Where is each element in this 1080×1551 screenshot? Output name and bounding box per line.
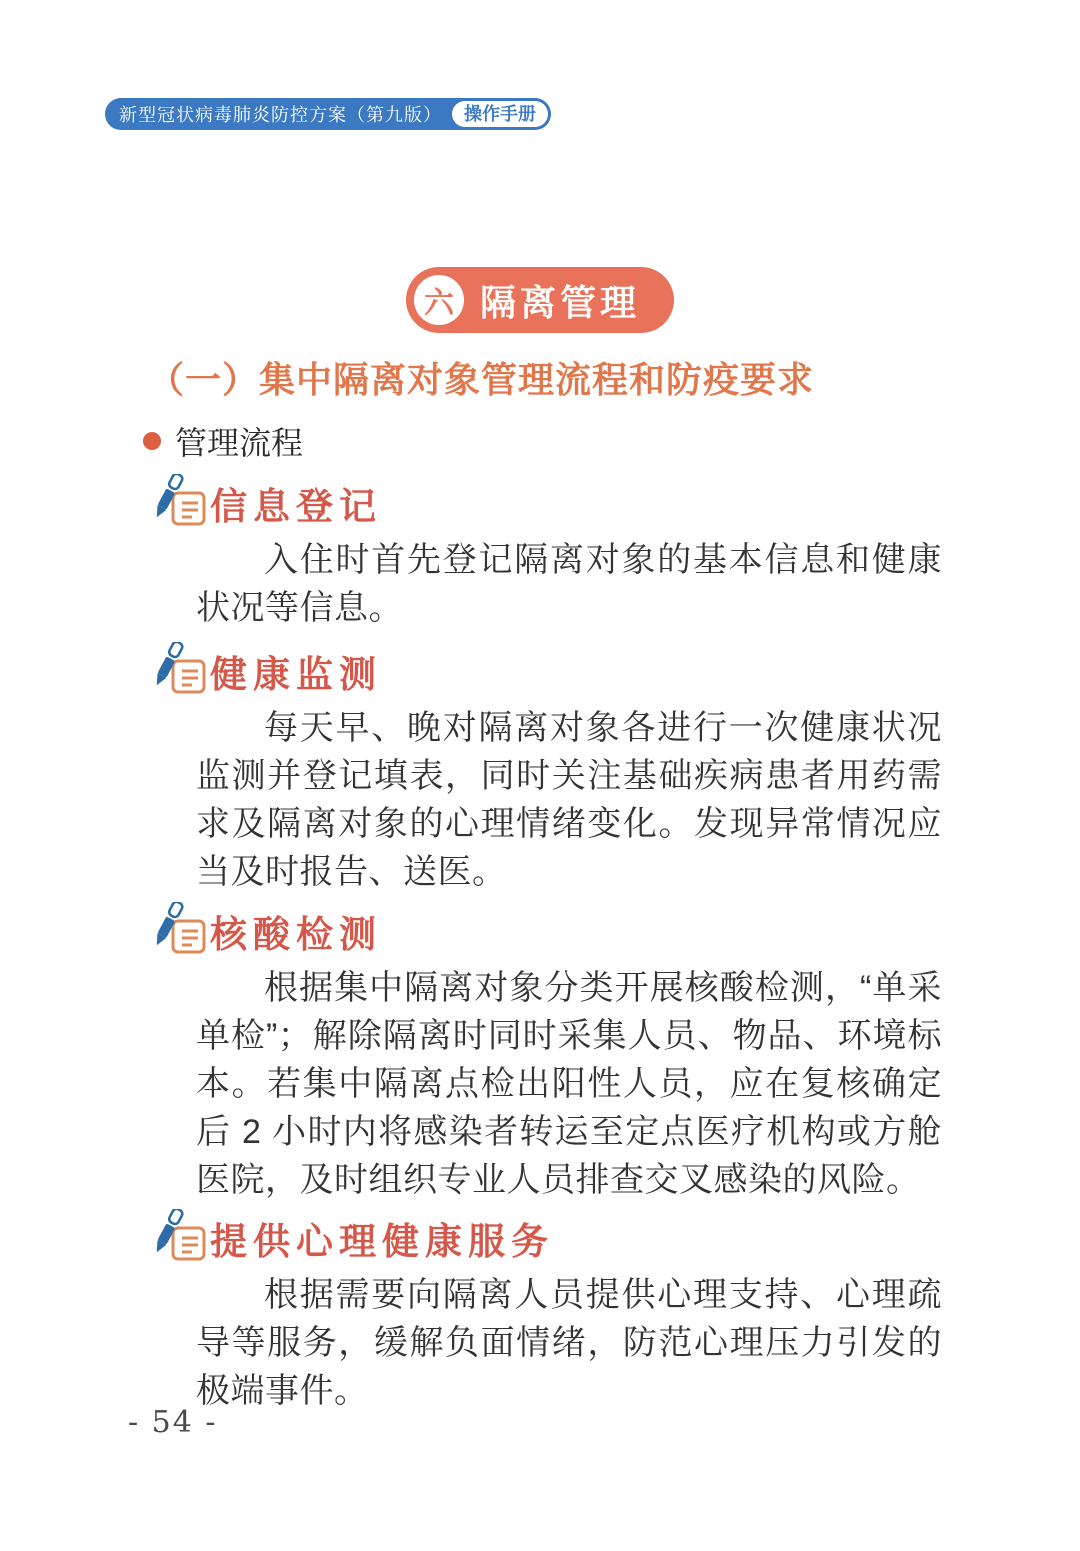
subsection-title: 提供心理健康服务	[210, 1218, 554, 1263]
section-heading: （一）集中隔离对象管理流程和防疫要求	[148, 359, 815, 400]
subsection-body: 根据集中隔离对象分类开展核酸检测，“单采单检”；解除隔离时同时采集人员、物品、环境标本。若集中隔离点检出阳性人员，应在复核确定后 2 小时内将感染者转运至定点医疗机构或方舱医院，及时组织专业人员排查交叉感染的风险。	[196, 969, 942, 1199]
section-badge-title: 隔离管理	[479, 281, 640, 323]
subsection-heading-row	[156, 642, 1080, 696]
section-number-circle: 六	[414, 275, 464, 325]
pen-writing-on-document-icon	[156, 1209, 208, 1263]
header-badge: 操作手册	[452, 101, 548, 127]
subsection-health-monitoring	[0, 642, 1080, 896]
subsection-nucleic-acid-testing	[0, 902, 1080, 1204]
subsection-mental-health-services	[0, 1209, 1080, 1415]
section-badge-row	[0, 267, 1080, 333]
subsection-body: 根据需要向隔离人员提供心理支持、心理疏导等服务，缓解负面情绪，防范心理压力引发的极端事件。	[196, 1276, 942, 1410]
page-number: - 54 -	[128, 1405, 218, 1440]
subsection-title: 健康监测	[210, 651, 382, 696]
section-badge	[406, 267, 674, 333]
subsection-body: 入住时首先登记隔离对象的基本信息和健康状况等信息。	[196, 541, 942, 627]
pen-writing-on-document-icon	[156, 902, 208, 956]
subsection-info-registration	[0, 474, 1080, 632]
subsection-heading-row	[156, 902, 1080, 956]
bullet-row	[143, 418, 303, 464]
pen-writing-on-document-icon	[156, 474, 208, 528]
bullet-dot-icon	[143, 432, 161, 450]
subsection-body: 每天早、晚对隔离对象各进行一次健康状况监测并登记填表，同时关注基础疾病患者用药需求及隔离对象的心理情绪变化。发现异常情况应当及时报告、送医。	[196, 709, 942, 891]
header-pill	[105, 98, 551, 130]
pen-writing-on-document-icon	[156, 642, 208, 696]
bullet-label: 管理流程	[175, 425, 304, 461]
subsection-heading-row	[156, 474, 1080, 528]
subsection-title: 信息登记	[210, 483, 382, 528]
header-title: 新型冠状病毒肺炎防控方案（第九版）	[119, 105, 442, 125]
subsection-heading-row	[156, 1209, 1080, 1263]
subsection-title: 核酸检测	[210, 911, 382, 956]
